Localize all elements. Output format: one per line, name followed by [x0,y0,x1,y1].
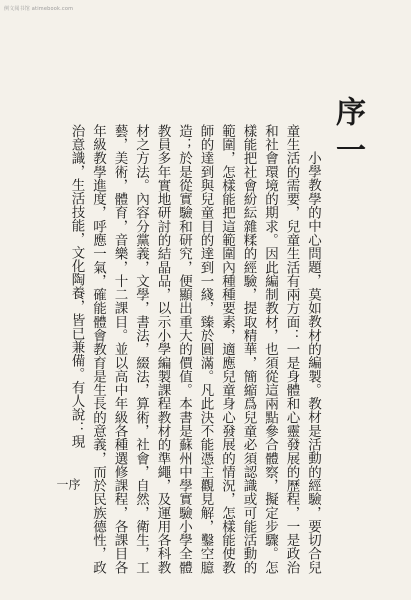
section-label: 序 [67,478,81,490]
running-footer [56,478,80,528]
page-number: 一 [55,478,69,490]
paragraph: 小學教學的中心問題，莫如教材的編製。教材是活動的經驗，要切合兒童生活的需要，兒童生活有兩方面：一是身體和心靈發展的歷程，一是政治和社會環境的期求。因此編制教材，也須從這兩點參合體察，擬定步驟。怎樣能把社會紛紜雜糅的經驗，提取精華，簡縮爲兒童必須認識或可能活動的範圍，怎樣能把這範圍內種種要素，適應兒童身心發展的情況，怎樣能使教師的達到與兒童目的達到一綫，臻於圓滿。凡此決不能憑主觀見解，鑿空臆造；於是從實驗和研究，便顯出重大的價值。本書是蘇州中學實驗小學全體教員多年實地研討的結晶品，以示小學編製課程教材的準繩，及運用各科教材之方法。內容分黨義，文學，書法，綴法，算術，社會，自然，衛生，工藝，美術，體育，音樂，十二課目。並以高中年級各種選修課程，各課目各年級教學進度，呼應一氣，確能體會教育是生長的意義，而於民族德性，政治意識，生活技能，文化陶養，皆已兼備。有人說：現 [68,124,321,574]
watermark: 例文阅书馆 atimebook.com [4,6,74,12]
page-title: 序一 [330,96,365,172]
